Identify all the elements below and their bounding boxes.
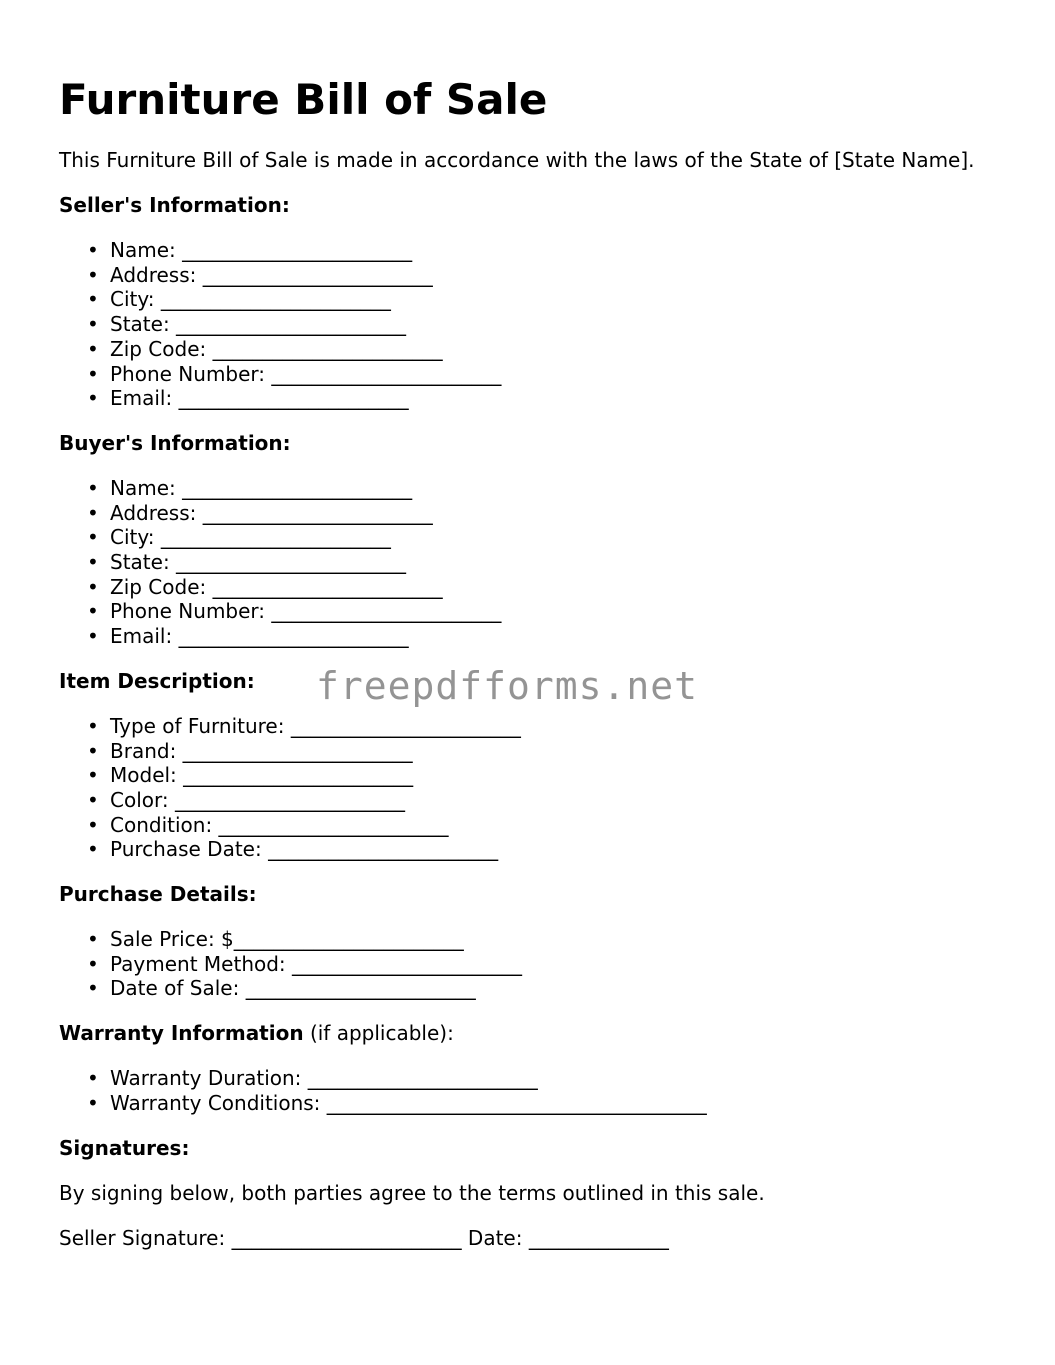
watermark-text: freepdfforms.net: [316, 664, 699, 708]
seller-name-field: • Name: _______________________: [87, 238, 413, 262]
seller-address-field: • Address: _______________________: [87, 262, 433, 287]
buyer-zip-field: • Zip Code: _______________________: [87, 574, 443, 599]
warranty-heading: Warranty Information (if applicable):: [59, 1021, 454, 1046]
buyer-city-field: • City: _______________________: [87, 525, 391, 550]
item-condition-field: • Condition: _______________________: [87, 812, 449, 837]
intro-text: This Furniture Bill of Sale is made in accordance with the laws of the State of [State Name].: [59, 148, 975, 172]
date-of-sale-field: • Date of Sale: _______________________: [87, 976, 476, 1001]
seller-email-field: • Email: _______________________: [87, 386, 409, 411]
seller-state-field: • State: _______________________: [87, 312, 407, 337]
buyer-phone-field: • Phone Number: _______________________: [87, 599, 502, 624]
item-type-field: • Type of Furniture: _______________________: [87, 713, 521, 738]
seller-signature-line: Seller Signature: _______________________ Date: ______________: [59, 1225, 669, 1250]
seller-heading: Seller's Information:: [59, 193, 290, 217]
item-heading: Item Description:: [59, 668, 255, 693]
seller-field-list: [59, 238, 979, 411]
buyer-heading: Buyer's Information:: [59, 430, 291, 455]
item-model-field: • Model: _______________________: [87, 763, 414, 788]
seller-phone-field: • Phone Number: _______________________: [87, 361, 502, 386]
signatures-heading: Signatures:: [59, 1135, 190, 1160]
seller-city-field: • City: _______________________: [87, 287, 391, 312]
purchase-field-list: [59, 927, 979, 1001]
purchase-heading: Purchase Details:: [59, 882, 257, 907]
sale-price-field: • Sale Price: $_______________________: [87, 927, 464, 952]
seller-zip-field: • Zip Code: _______________________: [87, 336, 443, 361]
warranty-duration-field: • Warranty Duration: _______________________: [87, 1066, 538, 1091]
item-field-list: [59, 714, 979, 862]
document-page: [59, 72, 979, 1271]
item-purchase-date-field: • Purchase Date: _______________________: [87, 837, 499, 862]
payment-method-field: • Payment Method: _______________________: [87, 951, 523, 976]
warranty-conditions-field: • Warranty Conditions: ______________________________________: [87, 1090, 707, 1115]
buyer-name-field: • Name: _______________________: [87, 475, 413, 500]
buyer-email-field: • Email: _______________________: [87, 624, 409, 649]
item-brand-field: • Brand: _______________________: [87, 738, 413, 763]
item-color-field: • Color: _______________________: [87, 787, 405, 812]
warranty-field-list: [59, 1066, 979, 1115]
document-title: Furniture Bill of Sale: [59, 75, 548, 124]
buyer-field-list: [59, 476, 979, 649]
signatures-statement: By signing below, both parties agree to the terms outlined in this sale.: [59, 1180, 765, 1205]
buyer-address-field: • Address: _______________________: [87, 500, 433, 525]
buyer-state-field: • State: _______________________: [87, 550, 407, 575]
